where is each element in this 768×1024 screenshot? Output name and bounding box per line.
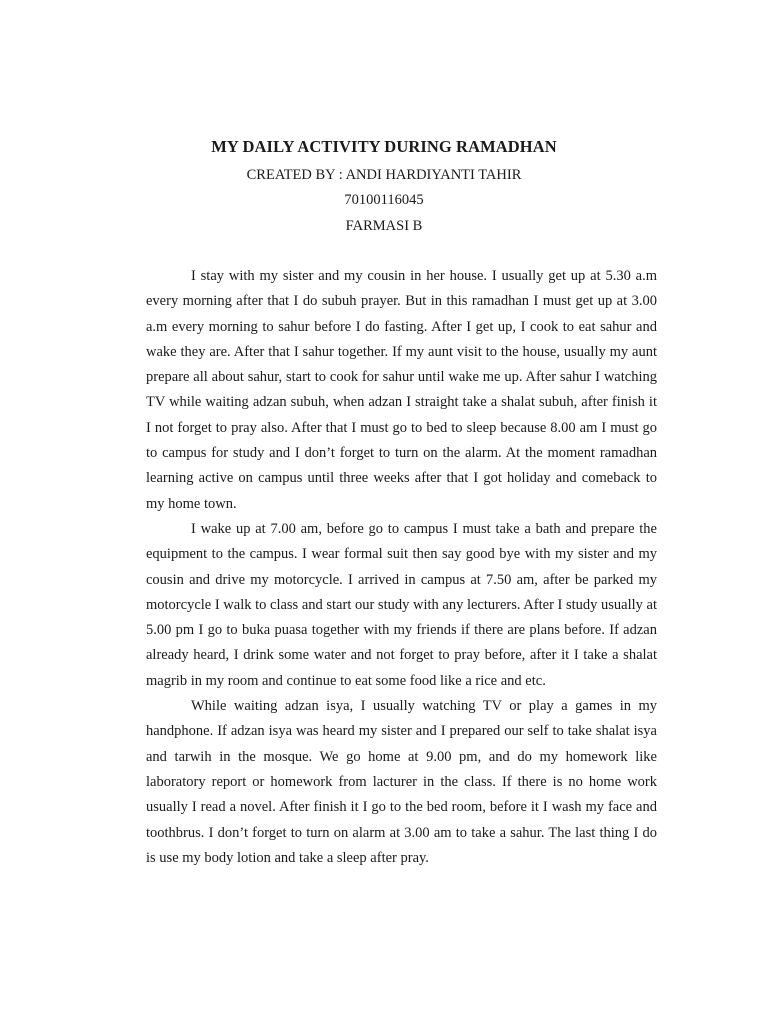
author-line: CREATED BY : ANDI HARDIYANTI TAHIR	[246, 167, 522, 183]
paragraph-sahur-routine: I stay with my sister and my cousin in her house. I usually get up at 5.30 a.m every morning after that I do subuh prayer. But in this ramadhan I must get up at 3.00 a.m every morning to sahur before I do fasting. After I get up, I cook to eat sahur and wake they are. After that I sahur together. If my aunt visit to the house, usually my aunt prepare all about sahur, start to cook for sahur until wake me up. After sahur I watching TV while waiting adzan subuh, when adzan I straight take a shalat subuh, after finish it I not forget to pray also. After that I must go to bed to sleep because 8.00 am I must go to campus for study and I don’t forget to turn on the alarm. At the moment ramadhan learning active on campus until three weeks after that I got holiday and comeback to my home town.	[146, 268, 657, 512]
student-id: 70100116045	[344, 192, 424, 208]
paragraph-evening-routine: While waiting adzan isya, I usually watching TV or play a games in my handphone. If adzan isya was heard my sister and I prepared our self to take shalat isya and tarwih in the mosque. We go home at 9.00 pm, and do my homework like laboratory report or homework from lacturer in the class. If there is no home work usually I read a novel. After finish it I go to the bed room, before it I wash my face and toothbrus. I don’t forget to turn on alarm at 3.00 am to take a sahur. The last thing I do is use my body lotion and take a sleep after pray.	[146, 698, 657, 866]
paragraph-campus-routine: I wake up at 7.00 am, before go to campus I must take a bath and prepare the equipment to the campus. I wear formal suit then say good bye with my sister and my cousin and drive my motorcycle. I arrived in campus at 7.50 am, after be parked my motorcycle I walk to class and start our study with any lecturers. After I study usually at 5.00 pm I go to buka puasa together with my friends if there are plans before. If adzan already heard, I drink some water and not forget to pray before, after it I take a shalat magrib in my room and continue to eat some food like a rice and etc.	[146, 520, 657, 689]
document-body	[146, 264, 657, 871]
document-title: MY DAILY ACTIVITY DURING RAMADHAN	[211, 137, 557, 156]
class-name: FARMASI B	[345, 218, 423, 234]
